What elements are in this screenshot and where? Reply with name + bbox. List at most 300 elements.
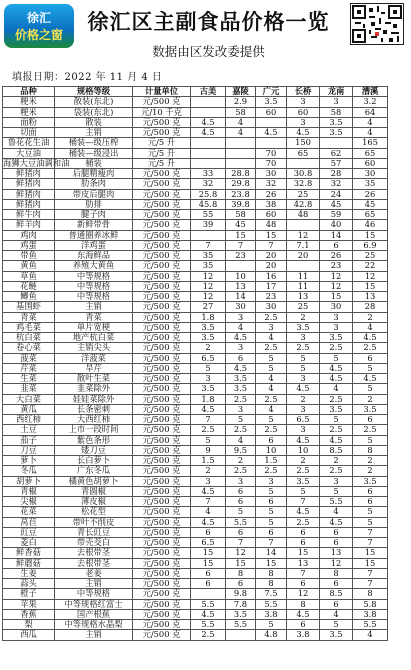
- table-cell: 14: [320, 230, 353, 240]
- table-cell: 65: [287, 148, 320, 158]
- table-cell: 2: [226, 456, 256, 466]
- table-cell: 4.5: [191, 486, 226, 496]
- table-cell: 2.5: [287, 343, 320, 353]
- table-row: [3, 517, 409, 527]
- table-cell: 12: [191, 271, 226, 281]
- table-cell: 4.5: [320, 374, 353, 384]
- table-cell: 橙子: [3, 589, 55, 599]
- table-row: [3, 527, 409, 537]
- table-cell: 元/500 克: [133, 312, 191, 322]
- table-cell: 4.5: [287, 128, 320, 138]
- table-cell: [226, 630, 256, 640]
- table-cell: 9.5: [226, 445, 256, 455]
- table-cell: 38: [256, 199, 287, 209]
- table-cell: 5.5: [226, 620, 256, 630]
- table-cell: 2: [353, 456, 388, 466]
- table-cell: 菠菜: [3, 353, 55, 363]
- table-cell: 去根带茎: [55, 558, 133, 568]
- table-cell: 中等规格: [55, 271, 133, 281]
- table-cell: 5: [191, 363, 226, 373]
- table-cell: [287, 261, 320, 271]
- table-cell: 12: [320, 281, 353, 291]
- table-cell: 大豆油: [3, 148, 55, 158]
- page-title: 徐汇区主副食品价格一览: [87, 10, 330, 34]
- table-cell: 元/500 克: [133, 97, 191, 107]
- table-cell: 3.5: [320, 404, 353, 414]
- table-cell: 4.5: [191, 117, 226, 127]
- table-cell: 元/500 克: [133, 117, 191, 127]
- table-cell: 韭菜: [3, 384, 55, 394]
- table-cell: 4.5: [287, 384, 320, 394]
- table-cell: 桶装—级浸出: [55, 148, 133, 158]
- table-cell: 6: [191, 568, 226, 578]
- table-cell: 4.5: [353, 333, 388, 343]
- table-cell: 5: [320, 353, 353, 363]
- table-cell: 苹果: [3, 599, 55, 609]
- table-cell: 普通圈养冰鲜: [55, 230, 133, 240]
- table-cell: 45: [353, 199, 388, 209]
- table-cell: 元/500 克: [133, 476, 191, 486]
- table-cell: 中等规格红富士: [55, 599, 133, 609]
- table-cell: 5: [353, 363, 388, 373]
- table-cell: 2.5: [226, 394, 256, 404]
- table-cell: 鸡肉: [3, 230, 55, 240]
- table-cell: 4.5: [320, 363, 353, 373]
- table-cell: 6: [320, 579, 353, 589]
- table-cell: 芹菜: [3, 363, 55, 373]
- table-cell: 2.5: [353, 425, 388, 435]
- table-cell: 肋排: [55, 199, 133, 209]
- table-cell: 元/500 克: [133, 210, 191, 220]
- table-cell: 5: [353, 507, 388, 517]
- table-cell: 元/500 克: [133, 445, 191, 455]
- table-cell: 国产根蕉: [55, 609, 133, 619]
- table-cell: 元/500 克: [133, 128, 191, 138]
- table-cell: 6: [320, 538, 353, 548]
- table-cell: 3: [226, 476, 256, 486]
- table-cell: 元/500 克: [133, 589, 191, 599]
- table-cell: 1.5: [256, 456, 287, 466]
- table-cell: 2.5: [287, 517, 320, 527]
- table-cell: 4: [353, 322, 388, 332]
- table-cell: 12: [191, 281, 226, 291]
- table-cell: 元/500 克: [133, 548, 191, 558]
- table-cell: 中等规格: [55, 589, 133, 599]
- table-cell: 3.5: [320, 630, 353, 640]
- table-cell: 2: [353, 466, 388, 476]
- table-cell: 4.5: [191, 128, 226, 138]
- table-cell: 薄皮椒: [55, 497, 133, 507]
- table-cell: 7: [191, 497, 226, 507]
- table-cell: 4: [320, 609, 353, 619]
- table-cell: 青椒: [3, 486, 55, 496]
- table-cell: [226, 148, 256, 158]
- table-cell: 3.5: [353, 404, 388, 414]
- table-cell: 48: [256, 220, 287, 230]
- table-cell: 5: [256, 415, 287, 425]
- table-cell: 1.8: [191, 312, 226, 322]
- table-cell: 3: [287, 404, 320, 414]
- table-cell: 主销: [55, 579, 133, 589]
- table-cell: 青菜: [55, 312, 133, 322]
- table-cell: 12: [353, 271, 388, 281]
- table-cell: 萝卜: [3, 456, 55, 466]
- table-cell: [191, 138, 226, 148]
- table-cell: 30: [320, 302, 353, 312]
- table-row: [3, 568, 409, 578]
- table-row: [3, 251, 409, 261]
- table-cell: 2.5: [226, 425, 256, 435]
- table-row: [3, 117, 409, 127]
- table-cell: 2.5: [287, 466, 320, 476]
- table-cell: 32: [320, 179, 353, 189]
- table-cell: 杭白菜: [3, 333, 55, 343]
- table-cell: 黄鱼: [3, 261, 55, 271]
- table-cell: 蒜头: [3, 579, 55, 589]
- fill-date: 填报日期：2022 年 11 月 4 日: [12, 72, 163, 83]
- table-cell: 7: [226, 240, 256, 250]
- table-cell: 散叶生菜: [55, 374, 133, 384]
- table-row: [3, 199, 409, 209]
- table-cell: 5: [256, 486, 287, 496]
- table-cell: 元/500 克: [133, 394, 191, 404]
- table-cell: 5: [320, 415, 353, 425]
- table-cell: 韭菜除外: [55, 384, 133, 394]
- table-cell: 5: [226, 507, 256, 517]
- table-cell: 6: [353, 415, 388, 425]
- table-cell: 元/500 克: [133, 220, 191, 230]
- table-cell: 7: [256, 240, 287, 250]
- table-cell: 花菜: [3, 507, 55, 517]
- table-row: [3, 445, 409, 455]
- table-cell: 30: [256, 169, 287, 179]
- table-cell: 23: [226, 251, 256, 261]
- column-header: 规格等级: [55, 87, 133, 97]
- table-cell: 11: [287, 281, 320, 291]
- table-cell: 2.5: [256, 425, 287, 435]
- table-cell: 去根带茎: [55, 548, 133, 558]
- table-cell: 海狮大豆油调和油: [3, 157, 70, 168]
- table-cell: 大西红柿: [55, 415, 133, 425]
- table-row: [3, 558, 409, 568]
- table-cell: 上市一段时间: [55, 425, 133, 435]
- table-cell: 1.5: [191, 456, 226, 466]
- table-cell: 基围虾: [3, 302, 55, 312]
- table-cell: 元/500 克: [133, 240, 191, 250]
- table-cell: 6: [287, 527, 320, 537]
- table-cell: 带皮后腿肉: [55, 189, 133, 199]
- table-cell: 3.5: [226, 374, 256, 384]
- table-cell: 元/500 克: [133, 343, 191, 353]
- table-cell: 3.8: [256, 609, 287, 619]
- table-cell: 4.5: [191, 517, 226, 527]
- table-row: [3, 107, 409, 117]
- table-cell: 4.5: [353, 374, 388, 384]
- table-cell: 元/500 克: [133, 199, 191, 209]
- table-cell: 养殖大黄鱼: [55, 261, 133, 271]
- table-cell: 3.5: [287, 476, 320, 486]
- table-cell: 15: [256, 230, 287, 240]
- table-cell: 2.5: [256, 312, 287, 322]
- table-cell: 青菜: [3, 312, 55, 322]
- table-cell: [226, 261, 256, 271]
- table-cell: 4: [320, 507, 353, 517]
- table-cell: 3: [320, 476, 353, 486]
- table-cell: 茄子: [3, 435, 55, 445]
- table-cell: 5: [191, 435, 226, 445]
- table-cell: 1.8: [191, 394, 226, 404]
- table-cell: 元/500 克: [133, 466, 191, 476]
- table-cell: 28: [353, 302, 388, 312]
- table-row: [3, 579, 409, 589]
- table-cell: 3.5: [353, 476, 388, 486]
- table-cell: 6: [353, 353, 388, 363]
- table-cell: 10: [226, 271, 256, 281]
- column-header: 广元: [256, 87, 287, 97]
- table-cell: 4: [256, 374, 287, 384]
- table-cell: 165: [353, 138, 388, 148]
- table-row: [3, 128, 409, 138]
- table-cell: 元/500 克: [133, 302, 191, 312]
- table-cell: 15: [287, 548, 320, 558]
- table-row: [3, 292, 409, 302]
- table-cell: 7.8: [226, 599, 256, 609]
- table-cell: 9.8: [226, 589, 256, 599]
- table-row: [3, 312, 409, 322]
- table-cell: [256, 138, 287, 148]
- table-cell: 鲜羊肉: [3, 220, 55, 230]
- table-cell: 6: [191, 527, 226, 537]
- table-cell: 娃娃菜除外: [55, 394, 133, 404]
- table-cell: 13: [226, 281, 256, 291]
- table-cell: 5.5: [226, 517, 256, 527]
- table-cell: 15: [353, 548, 388, 558]
- table-cell: 13: [287, 292, 320, 302]
- table-cell: 6.5: [191, 538, 226, 548]
- table-cell: [191, 97, 226, 107]
- table-cell: 长白萝卜: [55, 456, 133, 466]
- table-cell: 后腿精瘦肉: [55, 169, 133, 179]
- table-cell: 5.5: [191, 620, 226, 630]
- table-cell: 3: [320, 322, 353, 332]
- table-row: [3, 148, 409, 158]
- table-cell: 7: [256, 538, 287, 548]
- table-cell: 15: [256, 558, 287, 568]
- table-cell: 西红柿: [3, 415, 55, 425]
- table-cell: 鲜猪肉: [3, 169, 55, 179]
- table-row: [3, 271, 409, 281]
- table-cell: 3: [191, 374, 226, 384]
- table-cell: 5: [256, 620, 287, 630]
- table-cell: 3.8: [353, 609, 388, 619]
- table-cell: 元/500 克: [133, 261, 191, 271]
- table-cell: 12: [287, 589, 320, 599]
- table-cell: 15: [226, 558, 256, 568]
- table-row: [3, 486, 409, 496]
- table-cell: 14: [226, 292, 256, 302]
- table-cell: 3: [287, 117, 320, 127]
- column-header: 龙南: [320, 87, 353, 97]
- table-cell: 主销: [55, 128, 133, 138]
- table-cell: 15: [353, 230, 388, 240]
- table-cell: 橘黄色胡萝卜: [55, 476, 133, 486]
- table-cell: 26: [320, 251, 353, 261]
- table-cell: [226, 138, 256, 148]
- table-cell: 3: [320, 312, 353, 322]
- table-cell: 元/500 克: [133, 230, 191, 240]
- table-cell: 12: [320, 271, 353, 281]
- table-cell: 3: [320, 97, 353, 107]
- table-cell: 元/5 升: [133, 148, 191, 158]
- table-cell: 45: [320, 199, 353, 209]
- table-cell: 6: [320, 527, 353, 537]
- table-cell: 尖椒: [3, 497, 55, 507]
- table-cell: 65: [353, 148, 388, 158]
- table-row: [3, 415, 409, 425]
- table-row: [3, 374, 409, 384]
- table-cell: 元/500 克: [133, 599, 191, 609]
- table-cell: [191, 589, 226, 599]
- table-cell: 桶装: [55, 158, 133, 168]
- table-row: [3, 599, 409, 609]
- table-cell: 8: [226, 568, 256, 578]
- table-cell: 57: [320, 158, 353, 168]
- table-cell: 元/500 克: [133, 292, 191, 302]
- table-cell: 元/500 克: [133, 353, 191, 363]
- table-cell: 35: [353, 179, 388, 189]
- table-cell: 3: [287, 374, 320, 384]
- table-cell: 3: [287, 333, 320, 343]
- table-cell: 4.5: [287, 435, 320, 445]
- table-cell: 东海鲜品: [55, 251, 133, 261]
- table-cell: 55: [191, 210, 226, 220]
- table-cell: 32.8: [287, 179, 320, 189]
- table-cell: 40: [320, 220, 353, 230]
- table-cell: 15: [226, 230, 256, 240]
- table-cell: 菱白: [3, 538, 55, 548]
- table-cell: 元/500 克: [133, 281, 191, 291]
- table-cell: 鸡毛菜: [3, 322, 55, 332]
- table-row: [3, 240, 409, 250]
- table-cell: 9: [191, 445, 226, 455]
- table-cell: 25: [287, 302, 320, 312]
- table-cell: 2.5: [256, 343, 287, 353]
- table-cell: 5.5: [191, 599, 226, 609]
- table-cell: 卷心菜: [3, 343, 55, 353]
- logo-line-1: 徐汇: [26, 11, 51, 25]
- table-cell: 60: [353, 158, 388, 168]
- table-row: [3, 281, 409, 291]
- table-cell: 23: [320, 261, 353, 271]
- table-cell: 元/500 克: [133, 384, 191, 394]
- table-cell: 袋装(东北): [55, 107, 133, 117]
- table-cell: 生菜: [3, 374, 55, 384]
- table-cell: 主销尖头: [55, 343, 133, 353]
- column-header: 古美: [191, 87, 226, 97]
- table-cell: 2: [287, 456, 320, 466]
- table-cell: 6: [353, 497, 388, 507]
- table-cell: 4: [353, 630, 388, 640]
- table-cell: [191, 148, 226, 158]
- table-cell: 2.5: [320, 394, 353, 404]
- table-cell: 4: [226, 322, 256, 332]
- table-cell: 25: [353, 251, 388, 261]
- table-cell: 元/500 克: [133, 179, 191, 189]
- table-cell: 矮刀豆: [55, 445, 133, 455]
- table-cell: 老姜: [55, 568, 133, 578]
- table-cell: 8: [256, 579, 287, 589]
- logo: [4, 4, 74, 48]
- table-cell: 7: [353, 579, 388, 589]
- table-cell: 青长豇豆: [55, 527, 133, 537]
- table-cell: 5: [353, 435, 388, 445]
- table-cell: 29.8: [226, 179, 256, 189]
- table-cell: 冬瓜: [3, 466, 55, 476]
- table-cell: 3.2: [353, 97, 388, 107]
- table-cell: 6: [320, 599, 353, 609]
- table-cell: 6: [226, 527, 256, 537]
- table-cell: 22: [353, 261, 388, 271]
- table-cell: 粳米: [3, 107, 55, 117]
- table-cell: 59: [320, 210, 353, 220]
- table-cell: 元/500 克: [133, 363, 191, 373]
- table-cell: 7: [226, 538, 256, 548]
- table-cell: 洋鸡蛋: [55, 240, 133, 250]
- table-cell: 17: [256, 281, 287, 291]
- table-cell: 30: [353, 169, 388, 179]
- table-cell: [191, 107, 226, 117]
- table-row: [3, 507, 409, 517]
- table-cell: 元/500 克: [133, 486, 191, 496]
- table-row: [3, 538, 409, 548]
- table-cell: 带鱼: [3, 251, 55, 261]
- table-cell: 刀豆: [3, 445, 55, 455]
- table-cell: 散装: [55, 117, 133, 127]
- table-cell: 2: [353, 312, 388, 322]
- table-cell: 10: [287, 445, 320, 455]
- page-subtitle: 数据由区发改委提供: [152, 44, 265, 59]
- table-cell: 30: [226, 302, 256, 312]
- table-cell: 3.5: [320, 117, 353, 127]
- table-cell: 4: [256, 333, 287, 343]
- table-cell: 4.5: [191, 404, 226, 414]
- table-cell: 主销: [55, 302, 133, 312]
- table-cell: 70: [256, 158, 287, 168]
- table-cell: 花鲢: [3, 281, 55, 291]
- table-cell: 6: [256, 435, 287, 445]
- table-row: [3, 333, 409, 343]
- table-cell: 5: [226, 415, 256, 425]
- table-cell: 地产杭白菜: [55, 333, 133, 343]
- table-cell: 2: [191, 343, 226, 353]
- table-cell: 4.5: [256, 128, 287, 138]
- table-cell: 元/500 克: [133, 507, 191, 517]
- table-cell: 元/500 克: [133, 620, 191, 630]
- table-cell: 中等规格: [55, 292, 133, 302]
- table-cell: 4: [320, 384, 353, 394]
- table-cell: 13: [287, 558, 320, 568]
- table-row: [3, 261, 409, 271]
- table-cell: 元/500 克: [133, 189, 191, 199]
- table-cell: 5: [256, 517, 287, 527]
- table-cell: 2.5: [191, 425, 226, 435]
- column-header: 品种: [3, 87, 55, 97]
- table-cell: 15: [353, 558, 388, 568]
- table-cell: 3.5: [226, 384, 256, 394]
- table-cell: 12: [226, 548, 256, 558]
- table-cell: 2.5: [320, 343, 353, 353]
- table-cell: 5: [287, 363, 320, 373]
